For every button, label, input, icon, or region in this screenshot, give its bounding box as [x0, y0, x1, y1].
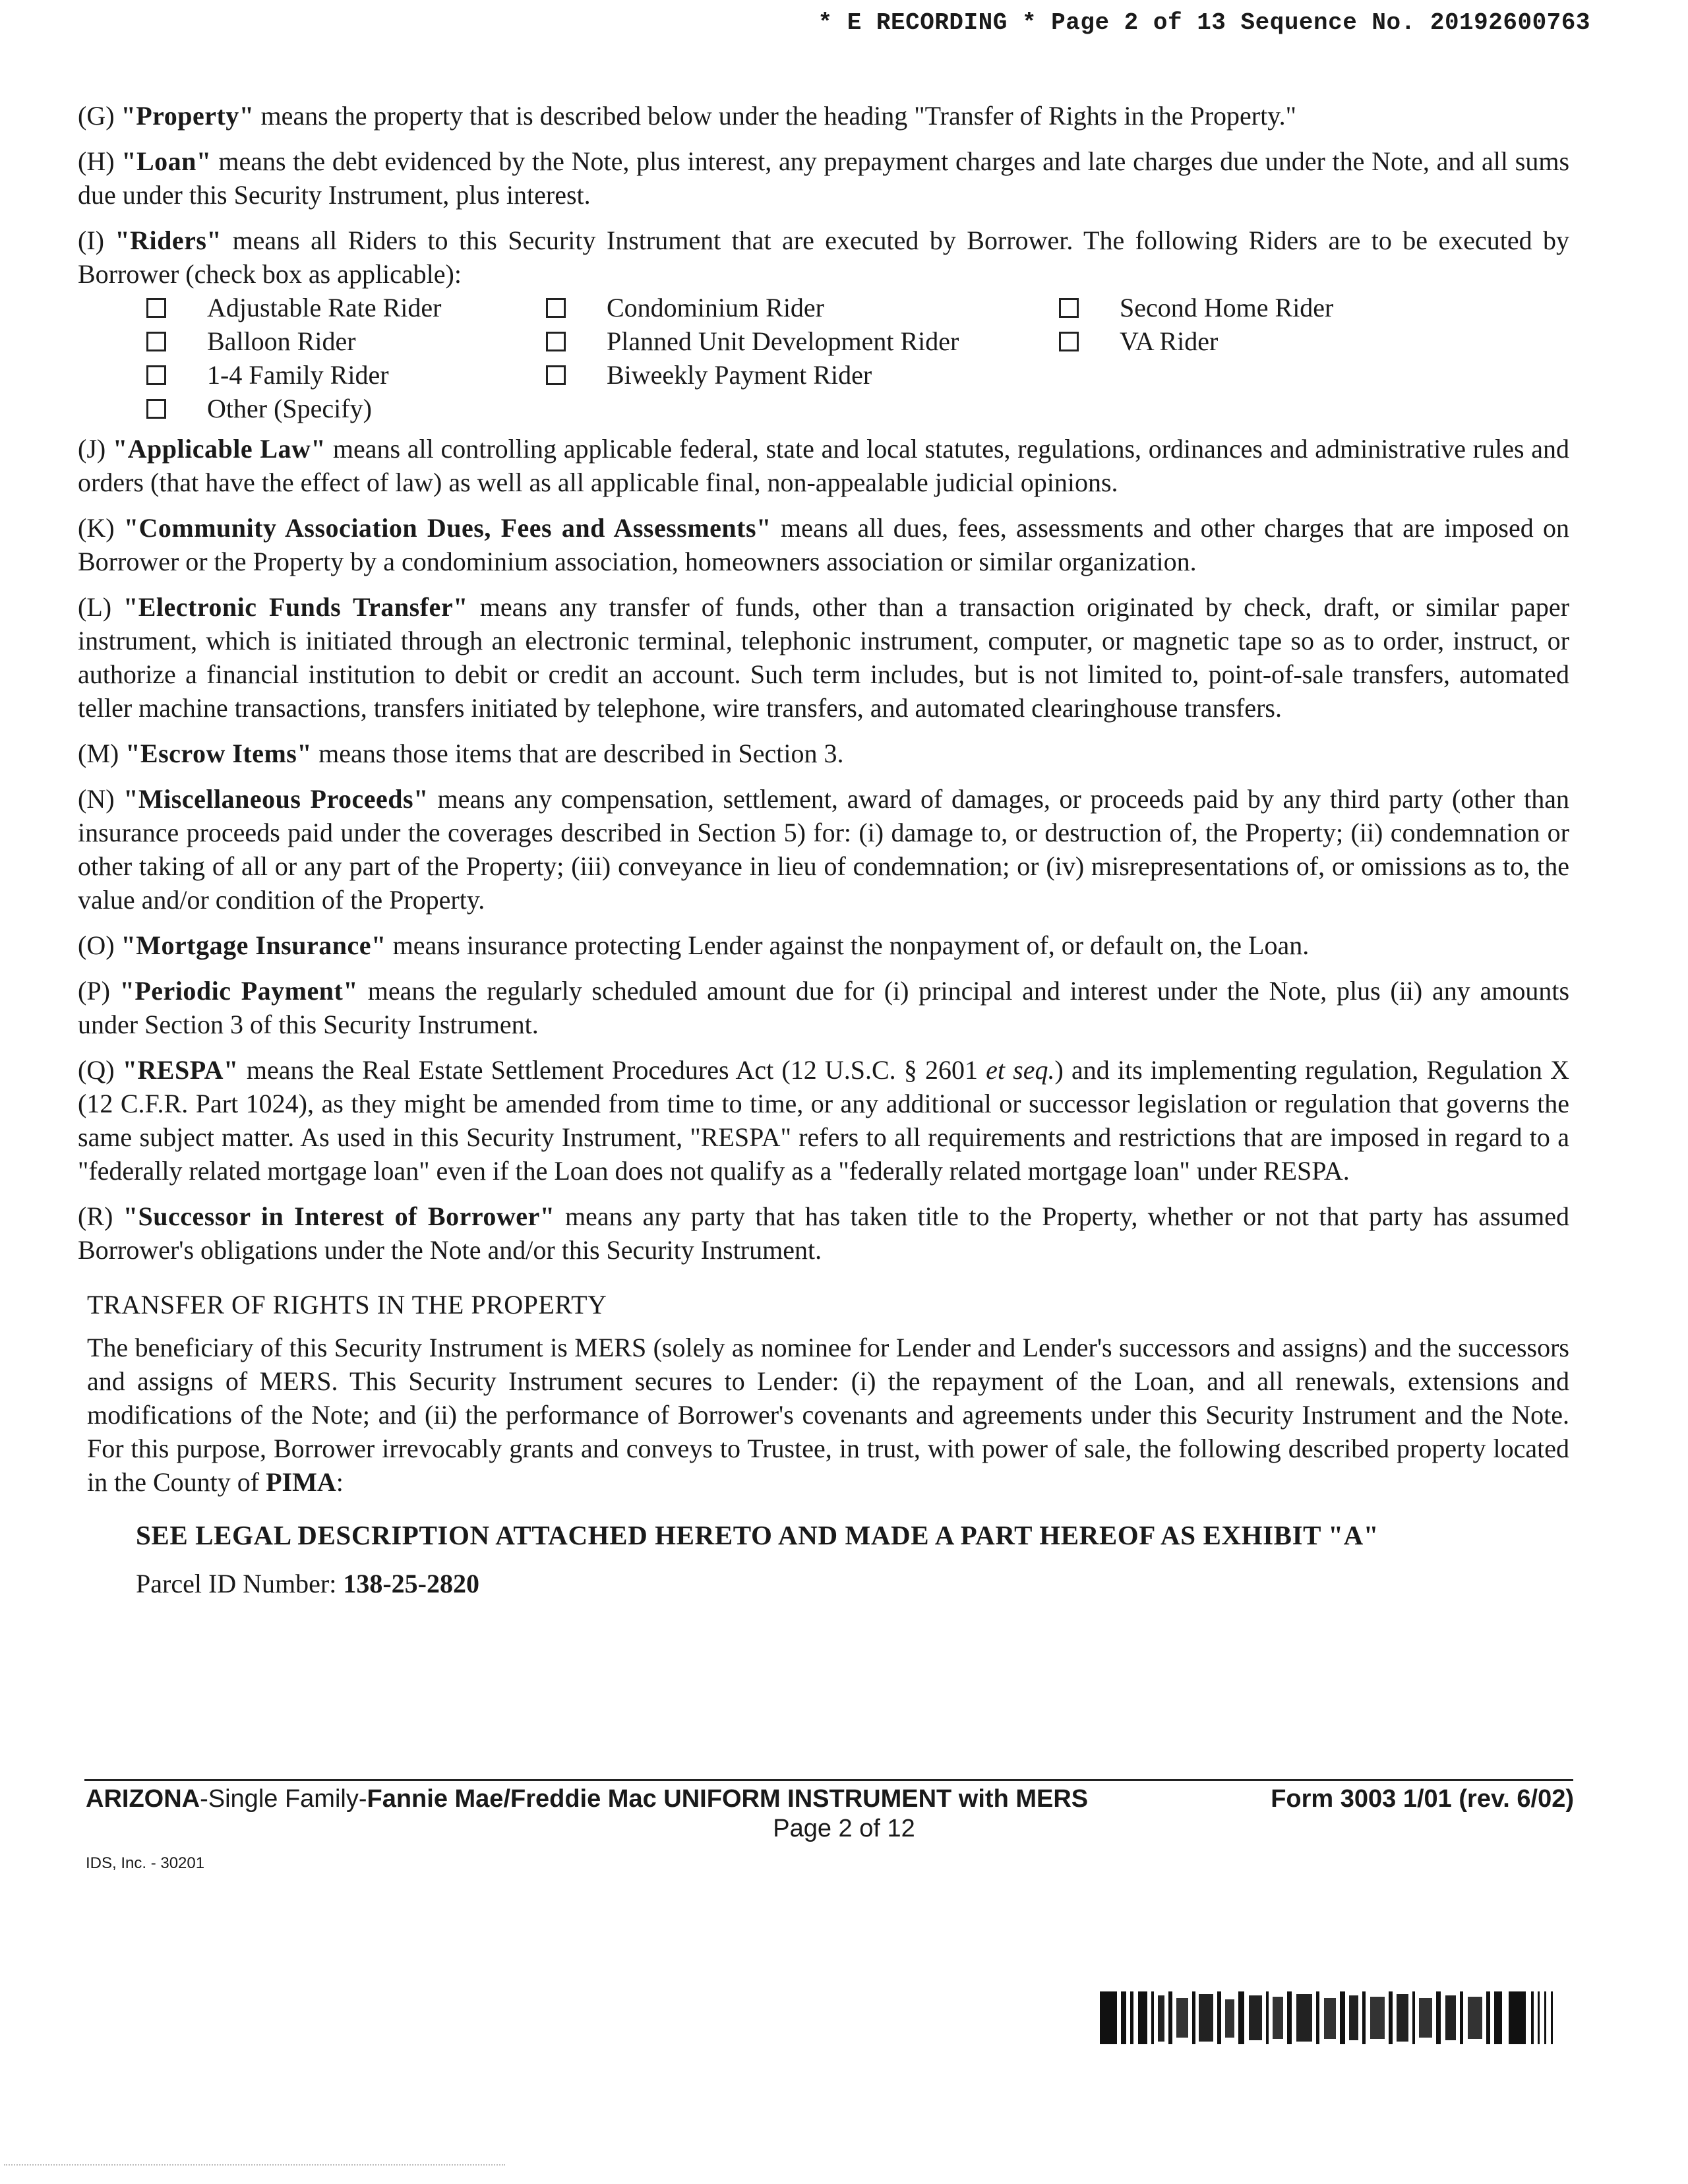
definition-text: means all dues, fees, assessments and other charges that are imposed on Borrower or the Property by a condominium association, homeowners association or similar organization.	[78, 513, 1569, 576]
definition-text: means insurance protecting Lender against the nonpayment of, or default on, the Loan.	[386, 930, 1310, 960]
parcel-id-number: 138-25-2820	[343, 1569, 479, 1598]
definition-escrow-items	[78, 737, 1569, 770]
vendor-code: IDS, Inc. - 30201	[86, 1854, 205, 1872]
definition-tag: (J)	[78, 434, 106, 464]
definition-term: "Escrow Items"	[125, 739, 313, 768]
definition-term: "Applicable Law"	[112, 434, 326, 464]
footer-state: ARIZONA	[86, 1785, 200, 1813]
definition-applicable-law	[78, 432, 1569, 499]
definition-tag: (Q)	[78, 1055, 115, 1085]
rider-label: Condominium Rider	[607, 293, 824, 322]
definition-term: "RESPA"	[122, 1055, 239, 1085]
definition-text: means the debt evidenced by the Note, plus interest, any prepayment charges and late charges due under the Note, and all sums due under this Security Instrument, plus interest.	[78, 146, 1570, 210]
footer-form-title	[86, 1785, 1088, 1813]
rider-label: Biweekly Payment Rider	[607, 360, 872, 390]
definition-tag: (L)	[78, 592, 112, 622]
recording-header: * E RECORDING * Page 2 of 13 Sequence No. 20192600763	[818, 9, 1590, 36]
barcode-icon	[1100, 1991, 1575, 2044]
parcel-id-label: Parcel ID Number:	[136, 1569, 344, 1598]
definition-community-association	[78, 511, 1569, 578]
definition-text: means those items that are described in Section 3.	[312, 739, 844, 768]
definition-term: "Electronic Funds Transfer"	[123, 592, 468, 622]
balloon-rider-checkbox[interactable]	[146, 332, 166, 351]
riders-checklist	[144, 291, 1569, 425]
footer-instrument: Fannie Mae/Freddie Mac UNIFORM INSTRUMENT with MERS	[367, 1785, 1089, 1813]
definition-tag: (N)	[78, 784, 115, 814]
footer-form-number: Form 3003 1/01 (rev. 6/02)	[1271, 1785, 1574, 1813]
va-rider-checkbox[interactable]	[1059, 332, 1079, 351]
definition-term: "Riders"	[115, 226, 222, 255]
definition-term: "Successor in Interest of Borrower"	[123, 1201, 555, 1231]
rider-label: Other (Specify)	[207, 394, 372, 423]
parcel-id	[136, 1567, 1569, 1600]
rider-label: Adjustable Rate Rider	[207, 293, 442, 322]
definition-term: "Miscellaneous Proceeds"	[123, 784, 429, 814]
definition-term: "Loan"	[121, 146, 212, 176]
definition-text: means any transfer of funds, other than a transaction originated by check, draft, or similar paper instrument, which is initiated through an electronic terminal, telephonic instrument, computer, or magnetic tape so as to order, instruct, or authorize a financial institution to debit or credit an account. Such term includes, but is not limited to, point-of-sale transfers, automated teller machine transactions, transfers initiated by telephone, wire transfers, and automated clearinghouse transfers.	[78, 592, 1569, 723]
definition-tag: (P)	[78, 976, 110, 1006]
biweekly-payment-rider-checkbox[interactable]	[546, 365, 566, 385]
second-home-rider-checkbox[interactable]	[1059, 298, 1079, 318]
county-name: PIMA	[266, 1467, 336, 1497]
footer-page-number: Page 2 of 12	[773, 1815, 915, 1842]
definition-text: means any compensation, settlement, award of damages, or proceeds paid by any third party (other than insurance proceeds paid under the coverages described in Section 5) for: (i) damage to, or destruction of, the Property; (ii) condemnation or other taking of all or any part of the Property; (iii) conveyance in lieu of condemnation; or (iv) misrepresentations of, or omissions as to, the value and/or condition of the Property.	[78, 784, 1570, 915]
rider-label: VA Rider	[1120, 326, 1219, 356]
definition-loan	[78, 144, 1569, 212]
definition-text: means any party that has taken title to the Property, whether or not that party has assumed Borrower's obligations under the Note and/or this Security Instrument.	[78, 1201, 1569, 1265]
definition-riders	[78, 224, 1569, 291]
footer-type: -Single Family-	[200, 1785, 367, 1813]
definition-term: "Community Association Dues, Fees and Assessments"	[123, 513, 771, 543]
definition-text: means the property that is described below under the heading "Transfer of Rights in the Property."	[254, 101, 1296, 131]
transfer-of-rights-body	[87, 1331, 1569, 1499]
definition-tag: (O)	[78, 930, 115, 960]
definition-successor-in-interest	[78, 1199, 1569, 1267]
definition-text: ) and its implementing regulation, Regulation X (12 C.F.R. Part 1024), as they might be amended from time to time, or any additional or successor legislation or regulation that governs the same subject matter. As used in this Security Instrument, "RESPA" refers to all requirements and restrictions that are imposed in regard to a "federally related mortgage loan" even if the Loan does not qualify as a "federally related mortgage loan" under RESPA.	[78, 1055, 1570, 1186]
document-body	[78, 99, 1569, 1600]
definition-property	[78, 99, 1569, 133]
definition-text: means the regularly scheduled amount due for (i) principal and interest under the Note, plus (ii) any amounts under Section 3 of this Security Instrument.	[78, 976, 1570, 1039]
rider-label: Planned Unit Development Rider	[607, 326, 959, 356]
definition-text: means the Real Estate Settlement Procedures Act (12 U.S.C. § 2601	[238, 1055, 986, 1085]
definition-tag: (K)	[78, 513, 115, 543]
definition-tag: (G)	[78, 101, 115, 131]
transfer-body-text: The beneficiary of this Security Instrument is MERS (solely as nominee for Lender and Lender's successors and assigns) and the successors and assigns of MERS. This Security Instrument secures to Lender: (i) the repayment of the Loan, and all renewals, extensions and modifications of the Note; and (ii) the performance of Borrower's covenants and agreements under this Security Instrument and the Note. For this purpose, Borrower irrevocably grants and conveys to Trustee, in trust, with power of sale, the following described property located in the County of	[87, 1333, 1569, 1497]
transfer-of-rights-heading: TRANSFER OF RIGHTS IN THE PROPERTY	[87, 1290, 607, 1320]
condominium-rider-checkbox[interactable]	[546, 298, 566, 318]
other-rider-checkbox[interactable]	[146, 399, 166, 419]
definition-term: "Periodic Payment"	[119, 976, 359, 1006]
rider-label: Second Home Rider	[1120, 293, 1334, 322]
definition-text: means all controlling applicable federal, state and local statutes, regulations, ordinances and administrative rules and orders (that have the effect of law) as well as all applicable final, non-appealable judicial opinions.	[78, 434, 1570, 497]
planned-unit-development-rider-checkbox[interactable]	[546, 332, 566, 351]
definition-electronic-funds-transfer	[78, 590, 1569, 725]
definition-miscellaneous-proceeds	[78, 782, 1569, 917]
rider-label: 1-4 Family Rider	[207, 360, 389, 390]
definition-tag: (I)	[78, 226, 104, 255]
scan-artifact	[4, 2164, 505, 2166]
county-colon: :	[336, 1467, 344, 1497]
definition-term: "Property"	[121, 101, 255, 131]
definition-term: "Mortgage Insurance"	[121, 930, 386, 960]
definition-text: means all Riders to this Security Instrument that are executed by Borrower. The following Riders are to be executed by Borrower (check box as applicable):	[78, 226, 1570, 289]
rider-label: Balloon Rider	[207, 326, 356, 356]
adjustable-rate-rider-checkbox[interactable]	[146, 298, 166, 318]
definition-tag: (R)	[78, 1201, 113, 1231]
legal-description-reference: SEE LEGAL DESCRIPTION ATTACHED HERETO AND MADE A PART HEREOF AS EXHIBIT "A"	[136, 1520, 1379, 1550]
one-four-family-rider-checkbox[interactable]	[146, 365, 166, 385]
definition-respa	[78, 1053, 1569, 1188]
definition-mortgage-insurance	[78, 928, 1569, 962]
definition-tag: (H)	[78, 146, 115, 176]
footer-divider	[84, 1779, 1573, 1781]
definition-periodic-payment	[78, 974, 1569, 1041]
et-seq-italic: et seq.	[986, 1055, 1055, 1085]
definition-tag: (M)	[78, 739, 119, 768]
